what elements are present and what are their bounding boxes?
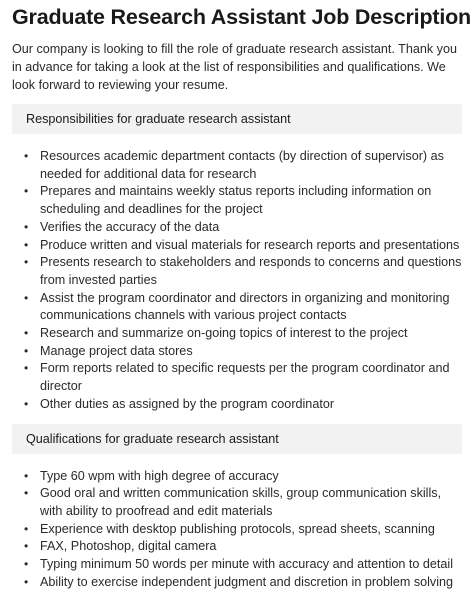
bullet-icon: •	[24, 521, 29, 536]
bullet-icon: •	[24, 557, 29, 572]
qualifications-list	[12, 468, 462, 592]
list-item-text: Other duties as assigned by the program coordinator	[40, 396, 335, 411]
list-item-text: Experience with desktop publishing protocols, spread sheets, scanning	[40, 521, 435, 536]
list-item	[12, 183, 462, 218]
bullet-icon: •	[24, 326, 29, 341]
list-item	[12, 396, 462, 414]
list-item	[12, 521, 462, 539]
bullet-icon: •	[24, 396, 29, 411]
list-item	[12, 237, 462, 255]
list-item-text: Research and summarize on-going topics of interest to the project	[40, 326, 408, 341]
list-item	[12, 468, 462, 486]
bullet-icon: •	[24, 574, 29, 589]
bullet-icon: •	[24, 539, 29, 554]
bullet-icon: •	[24, 468, 29, 483]
list-item-text: Assist the program coordinator and directors in organizing and monitoring communications channels with various project contacts	[40, 290, 450, 323]
intro-paragraph: Our company is looking to fill the role of graduate research assistant. Thank you in advance for taking a look at the list of responsibilities and qualifications. We look forward to reviewing your resume.	[12, 42, 457, 92]
list-item	[12, 574, 462, 592]
responsibilities-list	[12, 148, 462, 414]
responsibilities-heading: Responsibilities for graduate research assistant	[12, 104, 462, 134]
list-item	[12, 148, 462, 183]
bullet-icon: •	[24, 184, 29, 199]
list-item	[12, 556, 462, 574]
bullet-icon: •	[24, 149, 29, 163]
bullet-icon: •	[24, 255, 29, 270]
bullet-icon: •	[24, 237, 29, 252]
list-item-text: Produce written and visual materials for research reports and presentations	[40, 237, 460, 252]
list-item-text: FAX, Photoshop, digital camera	[40, 539, 217, 554]
list-item-text: Ability to exercise independent judgment and discretion in problem solving	[40, 574, 454, 589]
list-item-text: Presents research to stakeholders and responds to concerns and questions from invested parties	[40, 255, 462, 287]
list-item	[12, 290, 462, 325]
list-item-text: Verifies the accuracy of the data	[40, 219, 220, 234]
list-item	[12, 360, 462, 395]
list-item-text: Typing minimum 50 words per minute with accuracy and attention to detail	[40, 557, 453, 572]
list-item	[12, 343, 462, 361]
list-item-text: Type 60 wpm with high degree of accuracy	[40, 468, 279, 483]
list-item-text: Good oral and written communication skills, group communication skills, with ability to proofread and edit materials	[40, 486, 442, 518]
bullet-icon: •	[24, 219, 29, 234]
list-item-text: Manage project data stores	[40, 343, 193, 358]
bullet-icon: •	[24, 486, 29, 501]
list-item	[12, 219, 462, 237]
list-item	[12, 325, 462, 343]
list-item	[12, 254, 462, 289]
bullet-icon: •	[24, 290, 29, 305]
list-item	[12, 538, 462, 556]
list-item-text: Resources academic department contacts (by direction of supervisor) as needed for additional data for research	[40, 149, 444, 181]
list-item	[12, 485, 462, 520]
list-item-text: Form reports related to specific requests per the program coordinator and director	[40, 361, 450, 394]
page-title: Graduate Research Assistant Job Description	[12, 5, 471, 29]
list-item-text: Prepares and maintains weekly status reports including information on scheduling and deadlines for the project	[40, 184, 432, 217]
bullet-icon: •	[24, 361, 29, 376]
qualifications-heading: Qualifications for graduate research assistant	[12, 424, 462, 454]
bullet-icon: •	[24, 343, 29, 358]
